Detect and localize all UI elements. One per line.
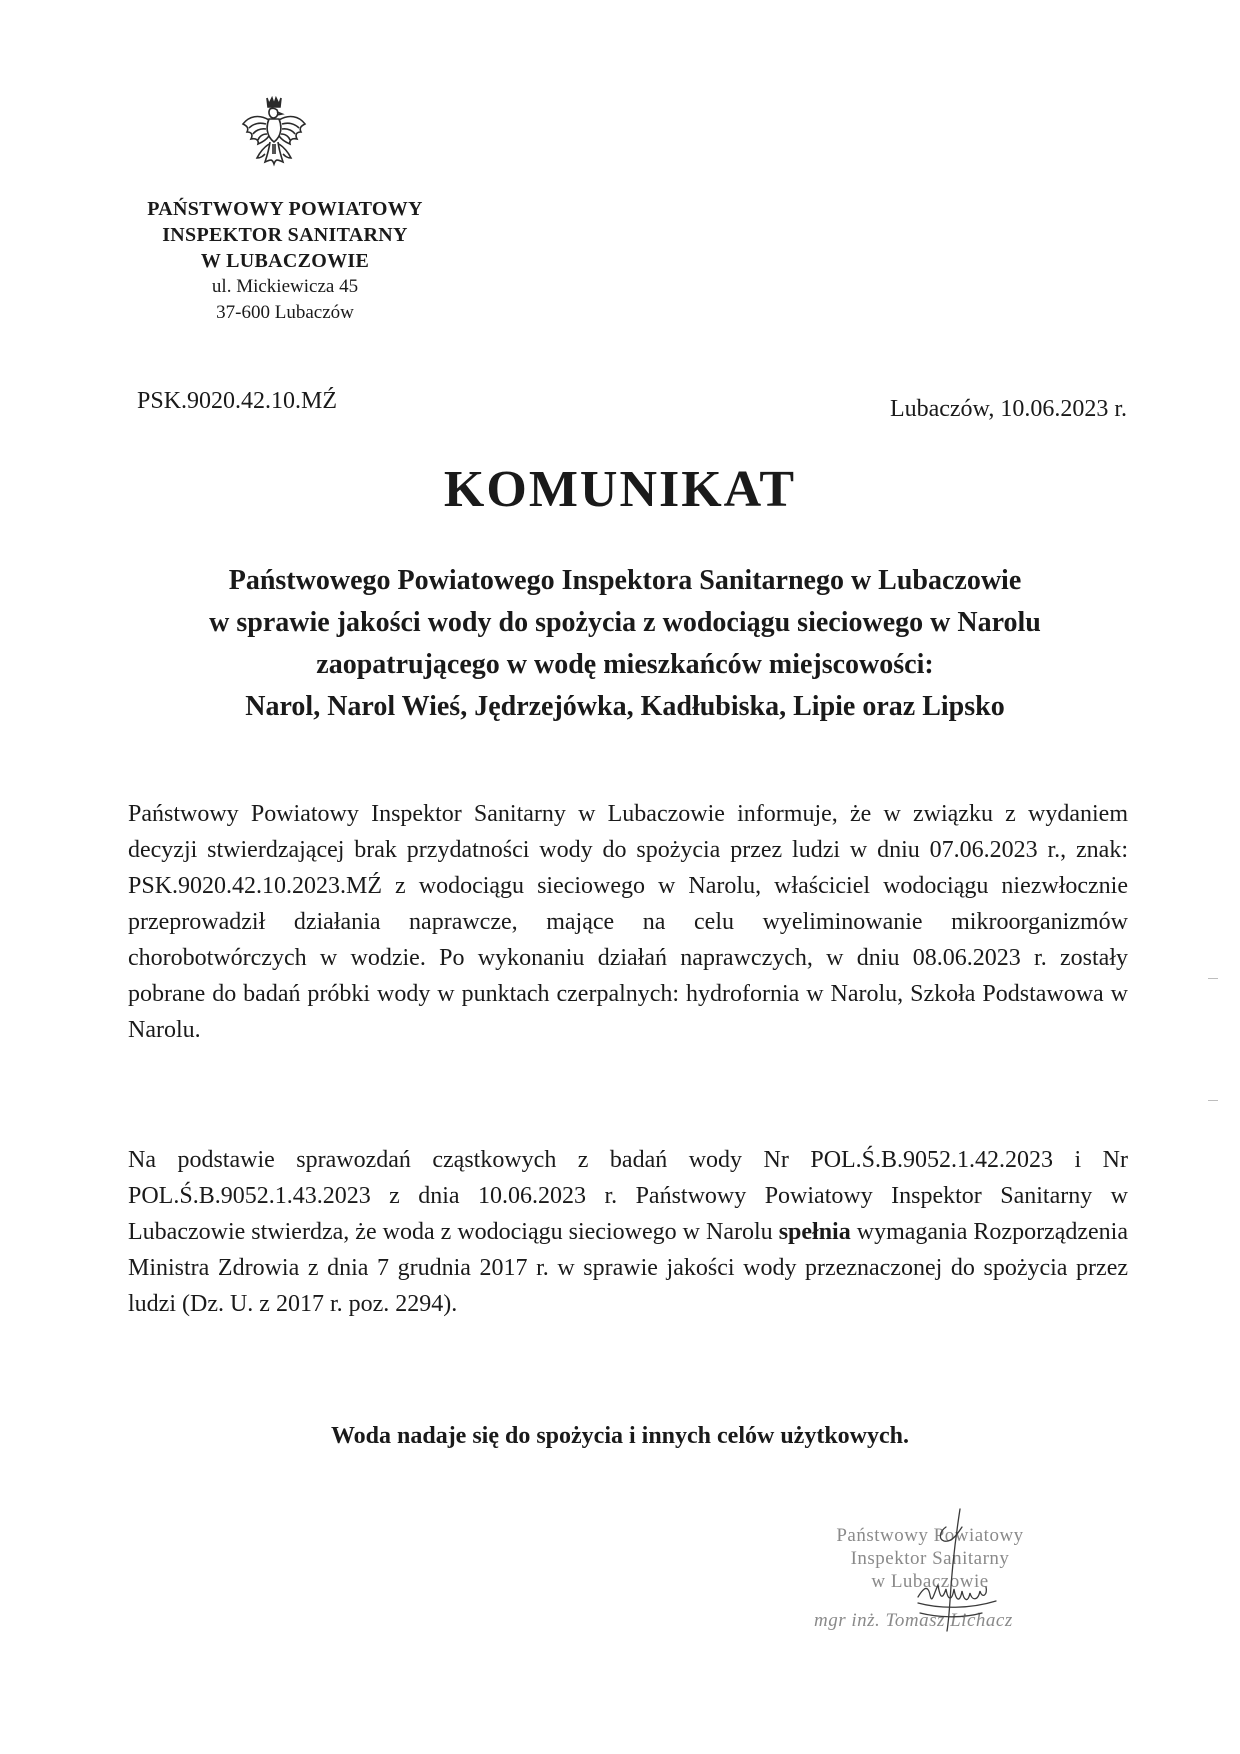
eagle-emblem-icon [239, 92, 309, 176]
subtitle-line-3: zaopatrującego w wodę mieszkańców miejscowości: [316, 649, 934, 680]
letterhead [100, 196, 470, 326]
document-subtitle [120, 560, 1130, 728]
closing-statement: Woda nadaje się do spożycia i innych celów użytkowych. [330, 1423, 910, 1449]
body-paragraph-2 [128, 1142, 1128, 1322]
scan-margin-mark [1208, 978, 1218, 979]
letterhead-line-1: PAŃSTWOWY POWIATOWY [147, 198, 423, 220]
letterhead-line-3: W LUBACZOWIE [200, 250, 370, 272]
subtitle-line-2: w sprawie jakości wody do spożycia z wodociągu sieciowego w Narolu [209, 607, 1041, 638]
stamp-signatory-name: mgr inż. Tomasz Lichacz [814, 1610, 1013, 1631]
paragraph-2-text-after: wymagania Rozporządzenia Ministra Zdrowia z dnia 7 grudnia 2017 r. w sprawie jakości wody przeznaczonej do spożycia przez ludzi (Dz. U. z 2017 r. poz. 2294). [128, 1219, 1128, 1317]
paragraph-2-text-before: Na podstawie sprawozdań cząstkowych z badań wody Nr POL.Ś.B.9052.1.42.2023 i Nr POL.Ś.B.9052.1.43.2023 z dnia 10.06.2023 r. Państwowy Powiatowy Inspektor Sanitarny w Lubaczowie stwierdza, że woda z wodociągu sieciowego w Narolu [128, 1147, 1128, 1245]
letterhead-line-2: INSPEKTOR SANITARNY [162, 224, 408, 246]
document-date: Lubaczów, 10.06.2023 r. [889, 396, 1127, 422]
body-paragraph-1: Państwowy Powiatowy Inspektor Sanitarny w Lubaczowie informuje, że w związku z wydaniem decyzji stwierdzającej brak przydatności wody do spożycia przez ludzi w dniu 07.06.2023 r., znak: PSK.9020.42.10.2023.MŹ z wodociągu sieciowego w Narolu, właściciel wodociągu niezwłocznie przeprowadził działania naprawcze, mające na celu wyeliminowanie mikroorganizmów chorobotwórczych w wodzie. Po wykonaniu działań naprawczych, w dniu 08.06.2023 r. zostały pobrane do badań próbki wody w punktach czerpalnych: hydrofornia w Narolu, Szkoła Podstawowa w Narolu. [128, 801, 1128, 1043]
letterhead-city: 37-600 Lubaczów [216, 302, 354, 323]
stamp-line-1: Państwowy Powiatowy [836, 1525, 1024, 1546]
stamp-line-2: Inspektor Sanitarny [850, 1548, 1010, 1569]
letterhead-street: ul. Mickiewicza 45 [211, 276, 359, 297]
subtitle-line-1: Państwowego Powiatowego Inspektora Sanitarnego w Lubaczowie [228, 565, 1022, 596]
scan-margin-mark [1208, 1100, 1218, 1101]
reference-number: PSK.9020.42.10.MŹ [137, 388, 338, 414]
subtitle-line-4: Narol, Narol Wieś, Jędrzejówka, Kadłubiska, Lipie oraz Lipsko [245, 691, 1005, 722]
paragraph-2-emphasis: spełnia [778, 1219, 851, 1245]
document-title: KOMUNIKAT [443, 461, 797, 518]
stamp-line-3: w Lubaczowie [871, 1571, 989, 1592]
handwritten-signature [900, 1505, 1020, 1635]
